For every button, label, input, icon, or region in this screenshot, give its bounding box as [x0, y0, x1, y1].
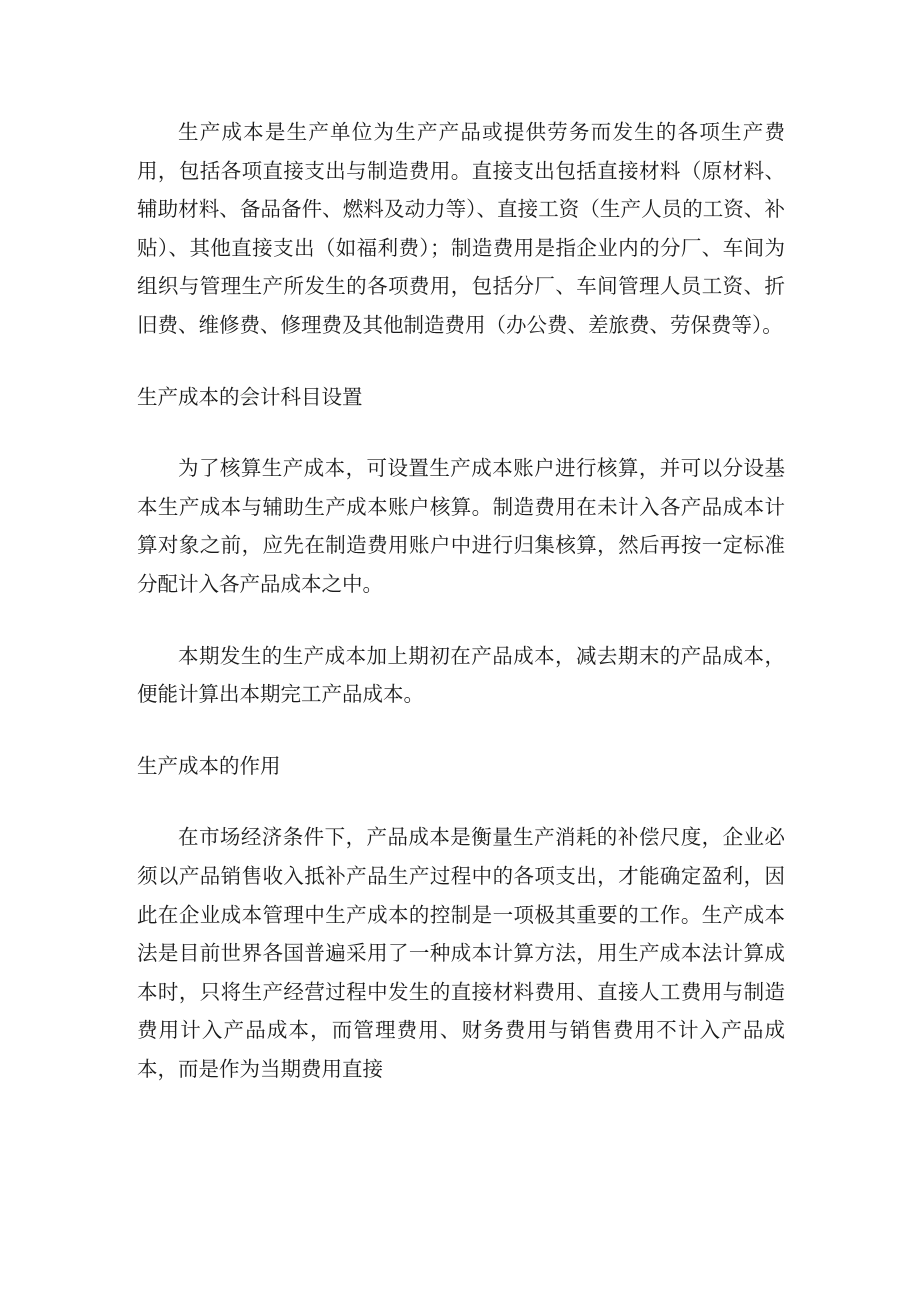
paragraph-gap	[137, 714, 785, 747]
paragraph-accounting-setup: 为了核算生产成本，可设置生产成本账户进行核算，并可以分设基本生产成本与辅助生产成本账户核算。制造费用在未计入各产品成本计算对象之前，应先在制造费用账户中进行归集核算，然后再按一定标准分配计入各产品成本之中。	[137, 456, 785, 596]
paragraph-production-cost-definition: 生产成本是生产单位为生产产品或提供劳务而发生的各项生产费用，包括各项直接支出与制造费用。直接支出包括直接材料（原材料、辅助材料、备品备件、燃料及动力等）、直接工资（生产人员的工资、补贴）、其他直接支出（如福利费）；制造费用是指企业内的分厂、车间为组织与管理生产所发生的各项费用，包括分厂、车间管理人员工资、折旧费、维修费、修理费及其他制造费用（办公费、差旅费、劳保费等）。	[137, 120, 785, 337]
heading-role-of-production-cost: 生产成本的作用	[137, 753, 281, 778]
heading-accounting-setup: 生产成本的会计科目设置	[137, 384, 363, 409]
paragraph-gap	[137, 604, 785, 637]
paragraph-completed-cost: 本期发生的生产成本加上期初在产品成本，减去期末的产品成本，便能计算出本期完工产品成本。	[137, 643, 785, 707]
paragraph-gap	[137, 345, 785, 378]
paragraph-gap	[137, 785, 785, 818]
paragraph-gap	[137, 416, 785, 449]
paragraph-role-of-production-cost: 在市场经济条件下，产品成本是衡量生产消耗的补偿尺度，企业必须以产品销售收入抵补产品生产过程中的各项支出，才能确定盈利，因此在企业成本管理中生产成本的控制是一项极其重要的工作。生产成本法是目前世界各国普遍采用了一种成本计算方法，用生产成本法计算成本时，只将生产经营过程中发生的直接材料费用、直接人工费用与制造费用计入产品成本，而管理费用、财务费用与销售费用不计入产品成本，而是作为当期费用直接	[137, 825, 785, 1081]
